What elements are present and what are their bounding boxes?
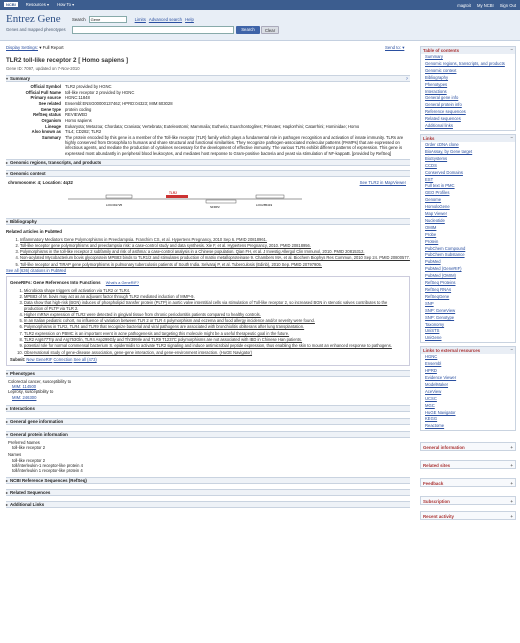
links-item[interactable]: SNP: GeneView (425, 307, 456, 313)
toc-item[interactable]: Summary (425, 54, 443, 59)
summary-key: Organism (41, 117, 61, 123)
section-interactions[interactable] (6, 405, 410, 412)
links-item[interactable]: PubMed (GeneRIF) (425, 266, 462, 272)
section-title: Summary (10, 76, 31, 81)
section-summary[interactable]: ▾ Summary ? (6, 75, 410, 82)
summary-value: The protein encoded by this gene is a member of the Toll-like receptor (TLR) family which plays a fundamental role in pathogen recognition and activation of innate immunity. TLRs are highly conserved from Drosophila to humans and share structural and functional similarities. They recognize pathogen-associated molecular patterns (PAMPs) that are expressed on infectious agents, and mediate the production of cytokines necessary for the development of effective immunity. The various TLRs exhibit different patterns of expression. This gene is expressed most abundantly in peripheral blood leukocytes, and mediates host response to Gram-positive bacteria and yeast via stimulation of NF-kappaB. [provided by RefSeq] (65, 134, 404, 156)
pubmed-list (20, 237, 410, 267)
context-gene-label[interactable]: SFRP2 (210, 205, 220, 209)
howto-menu[interactable]: How To ▾ (57, 2, 75, 7)
section-title: Bibliography (10, 219, 37, 224)
phenotype-mim-link[interactable]: MIM: 246300 (12, 394, 37, 400)
summary-value: REVIEWED (65, 112, 88, 118)
gene-context-map[interactable] (66, 189, 306, 213)
pubmed-title: Related articles in PubMed (6, 229, 62, 234)
pubmed-item[interactable]: 2. Toll-like receptor gene polymorphisms and preeclampsia risk: a case-control study and data synthesis. Xie F, et al. Hypertens Pregnancy, 2010. PMID 20818956. (20, 243, 410, 248)
external-item[interactable]: AceView (425, 388, 442, 394)
whats-generif-link[interactable]: What's a GeneRIF? (105, 281, 139, 286)
summary-value: Eukaryota; Metazoa; Chordata; Craniata; Vertebrata; Euteleostomi; Mammalia; Eutheria; Euarchontoglires; Primates; Haplorrhini; Catarrhini; Hominidae; Homo (65, 123, 360, 129)
send-to-menu[interactable]: Send to: ▾ (385, 45, 405, 50)
generifs-title: GeneRIFs: Gene References Into Functions (10, 280, 101, 286)
summary-row (6, 123, 406, 129)
links-item[interactable]: CCDS (425, 162, 437, 168)
search-input[interactable] (72, 26, 234, 34)
summary-key: Also known as (31, 129, 61, 135)
resources-menu[interactable]: Resources ▾ (25, 2, 50, 7)
section-bibliography[interactable] (6, 218, 410, 225)
generif-item[interactable]: 6. Polymorphisms in TLR2, TLR4 and TLR9 that recognize bacterial and viral pathogens are associated with bronchiolitis obliterans after lung transplantation. (24, 324, 406, 329)
links-item[interactable]: SNP: Genotype (425, 314, 455, 320)
external-links-box (420, 346, 516, 431)
links-item[interactable]: Probe (425, 231, 437, 237)
names-label: Names (8, 452, 22, 458)
generifs-box (6, 276, 410, 366)
external-item[interactable]: KEGG (425, 416, 438, 422)
phenotype-name: Colorectal cancer, susceptibility to (8, 378, 72, 384)
section-title: Interactions (10, 405, 35, 411)
links-box (420, 134, 516, 343)
summary-table (6, 84, 406, 156)
external-links-title: Links to external resources – (423, 347, 513, 354)
section-refseq[interactable] (6, 477, 410, 484)
generif-item[interactable]: 1. Microbiota shape triggers cell activation via TLR2 or TLR4. (24, 288, 406, 293)
logo-subtitle: Genes and mapped phenotypes (6, 27, 66, 32)
links-item[interactable]: PubChem Substance (425, 252, 465, 258)
external-item[interactable]: UCSC (425, 395, 437, 401)
advanced-search-link[interactable]: Advanced search (148, 16, 183, 22)
preferred-name: toll-like receptor 2 (12, 445, 46, 451)
database-select[interactable]: Gene (89, 16, 127, 23)
section-title: NCBI Reference Sequences (RefSeq) (10, 478, 87, 484)
generif-item[interactable]: 8. TLR2 Arg677Trp and Arg753Gln, TLR4 Asp299Gly and Thr399Ile and TLR9 T1237C polymorphisms are not associated with IBD in Chinese Han patients. (24, 337, 406, 342)
toc-box (420, 46, 516, 131)
section-general-protein[interactable] (6, 431, 410, 438)
section-related-sequences[interactable] (6, 489, 410, 496)
phenotype-mim-link[interactable]: MIM: 114500 (12, 384, 37, 390)
links-item[interactable]: EST (425, 176, 434, 182)
links-item[interactable]: Nucleotide (425, 217, 445, 223)
protein-names (6, 440, 410, 474)
summary-value: Homo sapiens (65, 117, 92, 123)
correction-link[interactable]: Correction (53, 356, 73, 362)
toc-item[interactable]: Related sequences (425, 116, 461, 122)
toc-item[interactable]: Bibliography (425, 74, 449, 80)
section-title: Related Sequences (10, 490, 51, 496)
clear-button[interactable]: Clear (261, 26, 279, 34)
links-item[interactable]: PubMed (425, 259, 441, 265)
links-item[interactable]: PubChem Compound (425, 245, 466, 251)
rbox-related-sites[interactable]: Related sites + (420, 460, 516, 469)
phenotypes-list (6, 379, 410, 400)
links-item[interactable]: Order cDNA clone (425, 141, 459, 147)
genomic-context-panel (6, 177, 410, 217)
summary-key: Official Full Name (25, 89, 61, 95)
toc-item[interactable]: Genomic context (425, 67, 457, 73)
top-bar (0, 0, 520, 10)
section-title: General protein information (10, 431, 68, 437)
links-item[interactable]: Conserved Domains (425, 169, 463, 175)
section-title: Phenotypes (10, 370, 35, 376)
new-generif-link[interactable]: New GeneRIF (26, 356, 53, 362)
rbox-general-information[interactable]: General information + (420, 442, 516, 451)
rbox-subscription[interactable]: Subscription + (420, 496, 516, 505)
summary-key: Official Symbol (30, 84, 61, 90)
gene-title: TLR2 toll-like receptor 2 [ Homo sapiens ] (6, 57, 129, 64)
generif-item[interactable]: 2. MPB83 of M. bovis may act as an adjuvant factor through TLR2 mediated induction of MMP-9. (24, 294, 406, 299)
protein-name: toll/interleukin-1 receptor-like protein 4 (12, 462, 83, 468)
summary-key: RefSeq status (33, 112, 61, 118)
pubmed-item[interactable]: 5. Toll-like receptor and TIRAP gene polymorphisms in pulmonary tuberculosis patients of South India. Selvaraj P, et al. Tuberculosis (Edinb), 2010 Sep. PMID 20797905. (20, 262, 410, 267)
summary-row (6, 135, 406, 156)
toc-item[interactable]: Interactions (425, 88, 447, 94)
context-gene-label[interactable]: TLR2 (169, 191, 177, 195)
generif-item[interactable]: 9. potential role for normal commensal bacterium S. epidermidis to activate TLR2 signaling and induce antimicrobial peptide expression, thus enabling the skin to mount an enhanced response to pathogens. (24, 343, 406, 348)
links-item[interactable]: BioSystems (425, 155, 448, 161)
display-settings-link[interactable]: Display Settings: (6, 45, 39, 50)
main-content (6, 53, 410, 508)
protein-name: toll-like receptor 2 (12, 457, 46, 463)
toc-title: Table of contents – (423, 47, 513, 53)
protein-name: toll/interleukin 1 receptor-like protein 4 (12, 468, 83, 474)
summary-key: Lineage (45, 123, 61, 129)
toc-item[interactable]: Additional links (425, 123, 453, 129)
phenotype-name: Leprosy, susceptibility to (8, 389, 54, 395)
generif-item[interactable]: 4. Higher mRNA expression of TLR2 were detected in gingival tissue from chronic periodontitis patients compared to healthy controls. (24, 312, 406, 317)
section-title: Genomic context (10, 171, 46, 176)
summary-value: Ensembl:ENSG00000137462; HPRD:04323; MIM:603028 (65, 101, 173, 107)
context-gene-label[interactable]: LOC285419 (256, 203, 273, 207)
context-gene-label[interactable]: LOC391725 (106, 203, 123, 207)
myncbi-link[interactable]: My NCBI (476, 2, 494, 8)
links-item[interactable]: RefSeq Proteins (425, 280, 456, 286)
external-item[interactable]: HGNC (425, 354, 438, 360)
preferred-names-label: Preferred Names (8, 439, 40, 445)
entrez-gene-logo[interactable]: Entrez Gene (6, 13, 61, 25)
links-item[interactable]: Genome (425, 197, 442, 203)
external-item[interactable]: HuGE Navigator (425, 409, 456, 415)
section-title: General gene information (10, 418, 64, 424)
section-title: Additional Links (10, 502, 45, 508)
right-sidebar (420, 46, 516, 523)
pubmed-see-all[interactable]: See all (636) citations in PubMed (6, 267, 67, 273)
links-item[interactable]: GEO Profiles (425, 190, 450, 196)
username[interactable]: magtoit (457, 2, 471, 8)
links-item[interactable]: UniGene (425, 335, 442, 341)
ncbi-logo[interactable]: NCBI (6, 2, 16, 8)
generif-item[interactable]: 3. Data show that high-risk (BGN) induces of phospholipid transfer protein (PLTP) in aortic valve interstitial cells via stimulation of Toll-like receptor 2, so increased BGN in stenotic valves contributes to the production of PLTP via TLR 2. (24, 300, 406, 310)
limits-link[interactable]: Limits (134, 16, 146, 22)
links-item[interactable]: Protein (425, 238, 439, 244)
links-title: Links – (423, 134, 513, 141)
external-item[interactable]: Ensembl (425, 361, 442, 367)
links-item[interactable]: UniSTS (425, 328, 440, 334)
toc-item[interactable]: Reference sequences (425, 109, 466, 115)
links-item[interactable]: Full text in PMC (425, 183, 455, 189)
display-settings (6, 45, 64, 50)
external-item[interactable]: Reactome (425, 423, 445, 429)
rbox-feedback[interactable]: Feedback + (420, 478, 516, 487)
summary-key: Gene type (40, 106, 61, 112)
submit-label: Submit: (10, 356, 26, 362)
search-button[interactable]: Search (236, 26, 260, 34)
toc-item[interactable]: Phenotypes (425, 81, 448, 87)
summary-key: Summary (41, 134, 61, 140)
chromosome-location: chromosome: 4; Location: 4q32 (8, 180, 73, 185)
generif-item[interactable]: 5. In an Italian pediatric cohort, no influence of variation between TLR 2 or TLR 4 polymorphism and eczema and food allergy incidence and/or severity were found. (24, 318, 406, 323)
links-item[interactable]: HomoloGene (425, 204, 450, 210)
gene-id: Gene ID: 7097, updated on 7-Nov-2010 (6, 65, 80, 71)
section-genomic-context[interactable] (6, 170, 410, 177)
summary-key: Primary source (30, 95, 61, 101)
links-item[interactable]: Map Viewer (425, 211, 448, 217)
toc-item[interactable]: General protein info (425, 102, 462, 108)
section-genomic-regions[interactable] (6, 159, 410, 166)
display-mode[interactable]: ▾ Full Report (39, 45, 64, 50)
help-link[interactable]: Help (185, 16, 194, 22)
search-header (0, 10, 520, 41)
search-label: Search (72, 16, 86, 22)
section-phenotypes[interactable] (6, 370, 410, 377)
links-item[interactable]: BioAssay, by Gene target (425, 148, 473, 154)
links-item[interactable]: RefSeq RNAs (425, 287, 452, 292)
links-item[interactable]: PubMed (OMIM) (425, 273, 456, 279)
summary-key: See related (38, 101, 61, 107)
summary-value: TLR2 provided by HGNC (65, 84, 112, 90)
rbox-recent-activity[interactable]: Recent activity + (420, 511, 516, 520)
links-item[interactable]: OMIM (425, 224, 437, 230)
toc-item[interactable]: General gene info (425, 95, 459, 101)
pubmed-item[interactable]: 4. Non-acylated Mycobacterium bovis glycoprotein MPB83 binds to TLR1/2 and stimulates production of matrix metalloproteinase 9. Chambers MA, et al. Biochem Biophys Res Commun, 2010 Sep 24. PMID 20800577. (20, 255, 410, 260)
signout-link[interactable]: Sign Out (499, 2, 516, 8)
generif-list (24, 288, 406, 355)
section-general-gene[interactable] (6, 418, 410, 425)
section-additional-links[interactable] (6, 501, 410, 508)
external-item[interactable]: ModelMaker (425, 381, 449, 387)
external-item[interactable]: Evidence Viewer (425, 374, 457, 380)
links-item[interactable]: SNP (425, 300, 434, 306)
external-item[interactable]: MGC (425, 402, 435, 408)
links-item[interactable]: Taxonomy (425, 321, 445, 327)
generif-item[interactable]: 10. Observational study of gene-disease association, gene-gene interaction, and gene-environment interaction. (HuGE Navigator) (24, 350, 406, 355)
links-item[interactable]: RefSeqGene (425, 293, 450, 299)
external-item[interactable]: HPRD (425, 368, 437, 374)
toc-item[interactable]: Genomic regions, transcripts, and products (425, 60, 505, 66)
generif-see-all[interactable]: See all (473) (73, 356, 97, 362)
summary-value: toll-like receptor 2 provided by HGNC (65, 89, 135, 95)
summary-value: TIL4; CD282; TLR2 (65, 129, 102, 135)
generif-item[interactable]: 7. TLR2 expression on PBMC is an important event in acne pathogenesis and targeting this molecule might be a useful therapeutic goal in the future. (24, 331, 406, 336)
section-title: Genomic regions, transcripts, and products (10, 160, 102, 165)
summary-value: HGNC:11848 (65, 95, 90, 101)
summary-value: protein coding (65, 106, 92, 112)
mapviewer-link[interactable]: See TLR2 in MapViewer (359, 180, 406, 185)
pubmed-item[interactable]: 3. Polymorphisms in the toll-like receptor 2 subfamily and risk of asthma: a case-control analysis in a Chinese population. Qian FH, et al. J Investig Allergol Clin Immunol, 2010. PMID 20815312. (20, 249, 410, 254)
pubmed-item[interactable]: 1. Inflammatory Mediators Gene Polymorphisms in Preeclampsia. Franchim CS, et al. Hypertens Pregnancy, 2010 Sep 6. PMID 20818961. (20, 237, 410, 242)
